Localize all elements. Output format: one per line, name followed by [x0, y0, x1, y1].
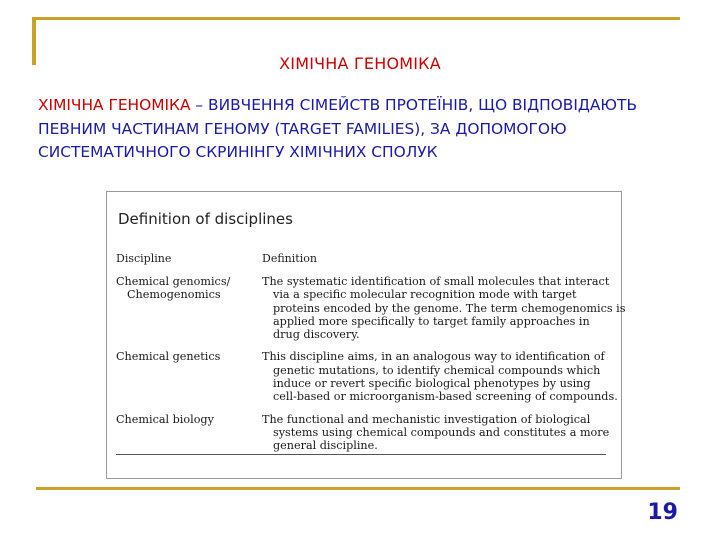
definition-cell [262, 412, 610, 453]
definition-line: induce or revert specific biological phenotypes by using [273, 377, 591, 391]
definition-line: cell-based or microorganism-based screening of compounds. [273, 390, 618, 404]
definition-line: proteins encoded by the genome. The term chemogenomics is [273, 301, 626, 315]
header-definition: Definition [262, 252, 317, 265]
table-row [107, 275, 626, 342]
discipline-line: Chemogenomics [127, 288, 221, 302]
definition-line: The systematic identification of small molecules that interact [262, 275, 610, 288]
discipline-line: Chemical genomics/ [116, 275, 231, 288]
discipline-line: Chemical genetics [116, 350, 221, 364]
definition-line: systems using chemical compounds and constitutes a more [273, 425, 610, 439]
definition-cell [262, 350, 618, 404]
table-row [107, 413, 621, 453]
disciplines-figure [106, 191, 626, 479]
definition-line: genetic mutations, to identify chemical compounds which [273, 363, 601, 377]
discipline-cell [116, 275, 256, 302]
definition-rows [107, 275, 626, 453]
discipline-cell [116, 350, 256, 363]
definition-line: via a specific molecular recognition mode with target [273, 288, 577, 302]
body-text [38, 94, 678, 165]
discipline-line: Chemical biology [116, 412, 214, 426]
body-term: ХІМІЧНА ГЕНОМІКА [38, 96, 191, 114]
definition-line: applied more specifically to target family approaches in [273, 314, 590, 328]
figure-bottom-rule [116, 454, 606, 455]
slide-title: ХІМІЧНА ГЕНОМІКА [279, 54, 441, 73]
definition-cell [262, 275, 626, 342]
frame-top-border [32, 17, 680, 20]
frame-bottom-border [36, 487, 680, 490]
table-row [107, 350, 621, 403]
body-definition: – ВИВЧЕННЯ СІМЕЙСТВ ПРОТЕЇНІВ, ЩО ВІДПОВІДАЮТЬ ПЕВНИМ ЧАСТИНАМ ГЕНОМУ (TARGET FAMILIES), ЗА ДОПОМОГОЮ СИСТЕМАТИЧНОГО СКРИНІНГУ ХІМІЧНИХ СПОЛУК [38, 96, 638, 161]
definition-line: drug discovery. [273, 328, 360, 342]
page-number: 19 [647, 500, 678, 525]
discipline-cell [116, 413, 256, 426]
figure-title: Definition of disciplines [118, 210, 293, 228]
definition-line: The functional and mechanistic investigation of biological [262, 412, 591, 426]
header-discipline: Discipline [116, 252, 172, 265]
definition-line: general discipline. [273, 439, 378, 453]
definition-line: This discipline aims, in an analogous way to identification of [262, 350, 605, 364]
